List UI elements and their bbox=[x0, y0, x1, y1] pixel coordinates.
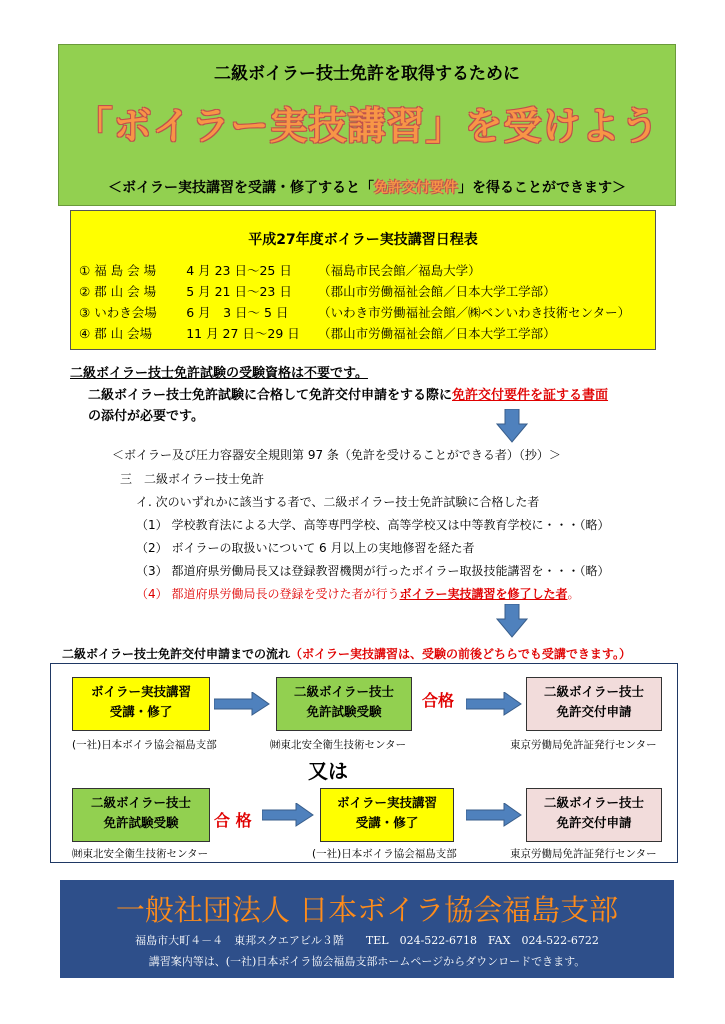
footer-banner bbox=[60, 880, 674, 978]
flow-box-exam bbox=[276, 677, 412, 731]
schedule-row bbox=[79, 261, 481, 279]
banner-note-after: 」を得ることができます＞ bbox=[458, 180, 626, 196]
regulation-item4-end: 。 bbox=[567, 587, 580, 601]
flow-caption: (一社)日本ボイラ協会福島支部 bbox=[72, 739, 217, 751]
schedule-row bbox=[79, 324, 556, 342]
schedule-place: （いわき市労働福祉会館／㈱ベンいわき技術センター） bbox=[318, 305, 631, 320]
schedule-dates: 4 月 23 日～25 日 bbox=[186, 263, 292, 278]
schedule-no: ④ bbox=[79, 326, 91, 341]
right-arrow-icon bbox=[214, 692, 270, 716]
banner-note bbox=[59, 177, 675, 197]
schedule-title: 平成27年度ボイラー実技講習日程表 bbox=[248, 232, 478, 248]
requirement-line2: の添付が必要です。 bbox=[88, 409, 204, 424]
regulation-item: （3） 都道府県労働局長又は登録教習機関が行ったボイラー取扱技能講習を・・・（略） bbox=[136, 564, 610, 578]
flow-caption: 東京労働局免許証発行センター bbox=[510, 739, 657, 751]
schedule-dates: 5 月 21 日～23 日 bbox=[186, 284, 292, 299]
schedule-no: ③ bbox=[79, 305, 91, 320]
flow-box-line: 二級ボイラー技士 bbox=[90, 795, 191, 810]
pass-label: 合 格 bbox=[214, 811, 252, 830]
flow-box-line: 免許交付申請 bbox=[556, 815, 632, 830]
right-arrow-icon bbox=[466, 692, 522, 716]
flow-box-training bbox=[72, 677, 210, 731]
banner-headline: 「ボイラー実技講習」を受けよう bbox=[74, 104, 660, 148]
schedule-row bbox=[79, 282, 556, 300]
right-arrow-icon bbox=[262, 803, 314, 827]
or-label: 又は bbox=[308, 759, 348, 783]
regulation-section: 三 二級ボイラー技士免許 bbox=[120, 472, 265, 486]
title-banner bbox=[58, 44, 676, 206]
banner-note-highlight: 免許交付要件 bbox=[374, 180, 458, 196]
schedule-venue: 郡 山 会場 bbox=[94, 326, 153, 341]
flow-caption: ㈶東北安全衛生技術センター bbox=[270, 739, 407, 751]
flow-box-line: ボイラー実技講習 bbox=[90, 684, 191, 699]
flow-box-line: 免許交付申請 bbox=[556, 704, 632, 719]
regulation-item4-bold: ボイラー実技講習を修了した者 bbox=[399, 587, 568, 601]
requirement-heading: 二級ボイラー技士免許試験の受験資格は不要です。 bbox=[70, 366, 368, 381]
flow-box-line: 二級ボイラー技士 bbox=[543, 684, 644, 699]
requirement-line1 bbox=[88, 384, 608, 403]
schedule-dates: 6 月 3 日～ 5 日 bbox=[186, 305, 289, 320]
schedule-place: （福島市民会館／福島大学） bbox=[318, 263, 481, 278]
schedule-dates: 11 月 27 日～29 日 bbox=[186, 326, 300, 341]
flow-caption: 東京労働局免許証発行センター bbox=[510, 848, 657, 860]
flow-heading bbox=[62, 645, 631, 662]
schedule-box bbox=[70, 210, 656, 350]
flow-box-line: 二級ボイラー技士 bbox=[543, 795, 644, 810]
flow-box-license bbox=[526, 788, 662, 842]
flow-box-exam bbox=[72, 788, 210, 842]
regulation-item-4 bbox=[136, 585, 579, 602]
schedule-place: （郡山市労働福祉会館／日本大学工学部） bbox=[318, 326, 556, 341]
right-arrow-icon bbox=[466, 803, 522, 827]
flow-box-line: 受講・修了 bbox=[355, 815, 419, 830]
flow-box-line: 二級ボイラー技士 bbox=[293, 684, 394, 699]
regulation-clause: イ. 次のいずれかに該当する者で、二級ボイラー技士免許試験に合格した者 bbox=[136, 495, 540, 509]
schedule-venue: いわき会場 bbox=[94, 305, 157, 320]
flow-heading-text: 二級ボイラー技士免許交付申請までの流れ bbox=[62, 647, 291, 661]
down-arrow-icon bbox=[496, 409, 528, 443]
flow-caption: (一社)日本ボイラ協会福島支部 bbox=[312, 848, 457, 860]
regulation-item: （2） ボイラーの取扱いについて 6 月以上の実地修習を経た者 bbox=[136, 541, 475, 555]
schedule-venue: 福 島 会 場 bbox=[94, 263, 157, 278]
regulation-item: （1） 学校教育法による大学、高等専門学校、高等学校又は中等教育学校に・・・（略） bbox=[136, 518, 610, 532]
schedule-venue: 郡 山 会 場 bbox=[94, 284, 157, 299]
flow-caption: ㈶東北安全衛生技術センター bbox=[72, 848, 209, 860]
requirement-line1-red: 免許交付要件を証する書面 bbox=[452, 388, 609, 403]
down-arrow-icon bbox=[496, 604, 528, 638]
flow-box-training bbox=[320, 788, 454, 842]
flow-box-line: 受講・修了 bbox=[109, 704, 173, 719]
flow-box-line: 免許試験受験 bbox=[103, 815, 179, 830]
requirement-line1-text: 二級ボイラー技士免許試験に合格して免許交付申請をする際に bbox=[88, 388, 453, 403]
regulation-item4-text: （4） 都道府県労働局長の登録を受けた者が行う bbox=[136, 587, 400, 601]
pass-label: 合格 bbox=[422, 691, 455, 710]
flow-box-line: 免許試験受験 bbox=[306, 704, 382, 719]
download-note: 講習案内等は、(一社)日本ボイラ協会福島支部ホームページからダウンロードできます。 bbox=[148, 955, 586, 968]
flow-box-license bbox=[526, 677, 662, 731]
banner-note-before: ＜ボイラー実技講習を受講・修了すると「 bbox=[108, 180, 374, 196]
flow-heading-note: （ボイラー実技講習は、受験の前後どちらでも受講できます。） bbox=[290, 647, 631, 661]
regulation-title: ＜ボイラー及び圧力容器安全規則第 97 条（免許を受けることができる者）（抄）＞ bbox=[112, 448, 561, 462]
organization-name: 一般社団法人 日本ボイラ協会福島支部 bbox=[115, 893, 619, 927]
schedule-row bbox=[79, 303, 630, 321]
contact-address: 福島市大町４－４ 東邦スクエアビル３階 TEL 024-522-6718 FAX 024-522-6722 bbox=[135, 934, 599, 947]
banner-subtitle: 二級ボイラー技士免許を取得するために bbox=[214, 64, 520, 84]
schedule-no: ② bbox=[79, 284, 91, 299]
schedule-place: （郡山市労働福祉会館／日本大学工学部） bbox=[318, 284, 556, 299]
schedule-no: ① bbox=[79, 263, 91, 278]
flow-box-line: ボイラー実技講習 bbox=[336, 795, 437, 810]
